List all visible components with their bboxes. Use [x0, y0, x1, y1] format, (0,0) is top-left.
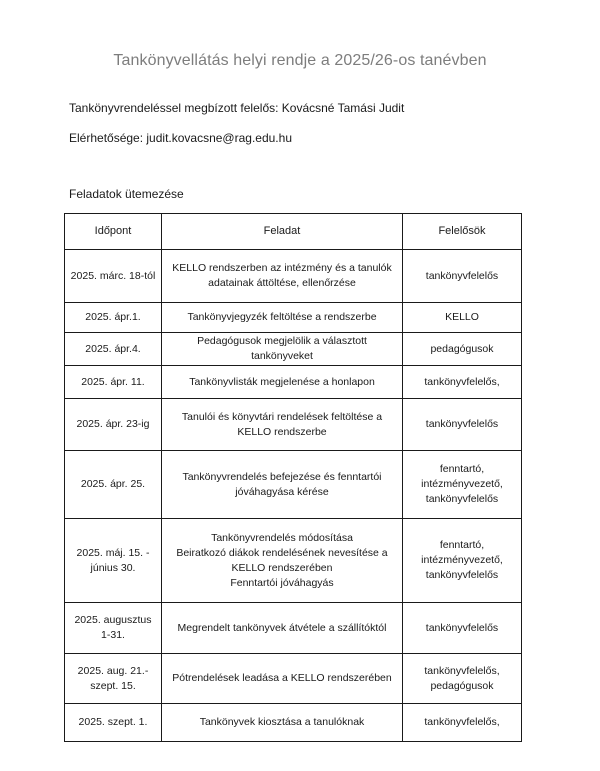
task-line: Fenntartói jóváhagyás [230, 576, 334, 589]
page-title: Tankönyvellátás helyi rendje a 2025/26-os tanévben [113, 52, 487, 69]
table-row [65, 333, 522, 366]
cell-responsible: tankönyvfelelős, pedagógusok [403, 654, 522, 704]
cell-responsible: pedagógusok [403, 333, 522, 366]
table-row [65, 704, 522, 742]
cell-responsible: tankönyvfelelős, [403, 366, 522, 399]
cell-time: 2025. aug. 21.- szept. 15. [65, 654, 162, 704]
cell-task: Tankönyvlisták megjelenése a honlapon [162, 366, 403, 399]
cell-time: 2025. márc. 18-tól [65, 250, 162, 303]
contact-info: Elérhetősége: judit.kovacsne@rag.edu.hu [69, 131, 292, 145]
table-row [65, 519, 522, 603]
cell-task: Tankönyvek kiosztása a tanulóknak [162, 704, 403, 742]
cell-time: 2025. ápr. 23-ig [65, 399, 162, 451]
cell-task: Pedagógusok megjelölik a választott tankönyveket [162, 333, 403, 366]
cell-responsible: tankönyvfelelős [403, 250, 522, 303]
table-row [65, 366, 522, 399]
cell-time: 2025. ápr.4. [65, 333, 162, 366]
table-row [65, 250, 522, 303]
task-line: Tankönyvrendelés módosítása [211, 531, 353, 544]
cell-task: KELLO rendszerben az intézmény és a tanulók adatainak áttöltése, ellenőrzése [162, 250, 403, 303]
cell-time: 2025. máj. 15. - június 30. [65, 519, 162, 603]
table-row [65, 303, 522, 333]
cell-task-multiline [162, 519, 403, 603]
cell-responsible: fenntartó, intézményvezető, tankönyvfelelős [403, 451, 522, 519]
header-task: Feladat [162, 214, 403, 250]
table-row [65, 603, 522, 654]
cell-time: 2025. ápr.1. [65, 303, 162, 333]
header-time: Időpont [65, 214, 162, 250]
cell-time: 2025. ápr. 11. [65, 366, 162, 399]
cell-responsible: tankönyvfelelős [403, 603, 522, 654]
cell-responsible: KELLO [403, 303, 522, 333]
cell-time: 2025. augusztus 1-31. [65, 603, 162, 654]
cell-responsible: tankönyvfelelős [403, 399, 522, 451]
header-responsible: Felelősök [403, 214, 522, 250]
cell-time: 2025. ápr. 25. [65, 451, 162, 519]
cell-responsible: tankönyvfelelős, [403, 704, 522, 742]
table-row [65, 399, 522, 451]
section-title: Feladatok ütemezése [69, 187, 184, 201]
table-row [65, 654, 522, 704]
cell-task: Tankönyvjegyzék feltöltése a rendszerbe [162, 303, 403, 333]
schedule-table [64, 213, 522, 742]
cell-task: Pótrendelések leadása a KELLO rendszerében [162, 654, 403, 704]
cell-responsible: fenntartó, intézményvezető, tankönyvfelelős [403, 519, 522, 603]
cell-task: Tanulói és könyvtári rendelések feltöltése a KELLO rendszerbe [162, 399, 403, 451]
table-header-row [65, 214, 522, 250]
cell-task: Tankönyvrendelés befejezése és fenntartói jóváhagyása kérése [162, 451, 403, 519]
table-row [65, 451, 522, 519]
cell-task: Megrendelt tankönyvek átvétele a szállítóktól [162, 603, 403, 654]
responsible-person: Tankönyvrendeléssel megbízott felelős: Kovácsné Tamási Judit [69, 101, 405, 115]
cell-time: 2025. szept. 1. [65, 704, 162, 742]
task-line: Beiratkozó diákok rendelésének nevesítése a KELLO rendszerében [176, 546, 388, 574]
